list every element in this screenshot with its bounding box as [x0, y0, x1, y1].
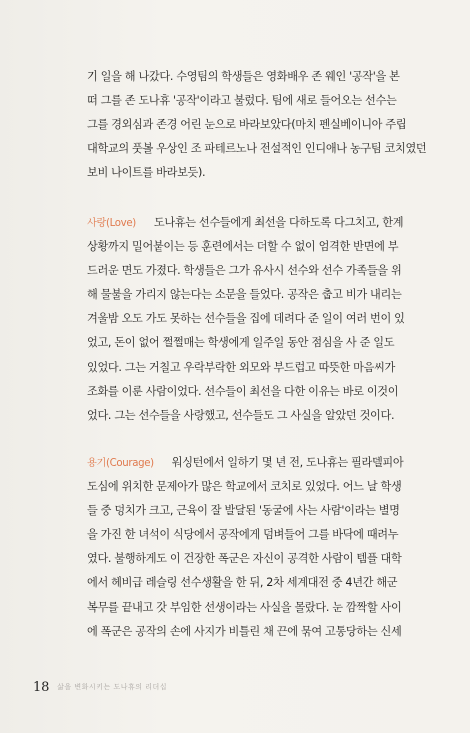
paragraph-love-line: 도나휴는 선수들에게 최선을 다하도록 다그치고, 한계 [153, 216, 404, 229]
paragraph-love-line: 었고, 돈이 없어 쩔쩔매는 학생에게 일주일 동안 점심을 사 준 일도 [87, 336, 395, 350]
paragraph-courage-line: 에서 헤비급 레슬링 선수생활을 한 뒤, 2차 세계대전 중 4년간 해군 [87, 576, 398, 590]
paragraph-courage-line: 을 가진 한 녀석이 식당에서 공작에게 덤벼들어 그를 바닥에 때려누 [87, 528, 399, 542]
paragraph-courage-line: 에 폭군은 공작의 손에 사지가 비틀린 채 끈에 묶여 고통당하는 신세 [87, 624, 402, 638]
paragraph-1-line: 떠 그를 존 도나휴 '공작'이라고 불렀다. 팀에 새로 들어오는 선수는 [87, 94, 397, 108]
paragraph-love-line: 겨울밤 오도 가도 못하는 선수들을 집에 데려다 준 일이 여러 번이 있 [87, 312, 405, 326]
paragraph-love-line: 해 물불을 가리지 않는다는 소문을 들었다. 공작은 춥고 비가 내리는 [87, 288, 402, 302]
paragraph-1-line: 그를 경외심과 존경 어린 눈으로 바라보았다(마치 펜실베이니아 주립 [87, 118, 407, 132]
section-label-love: 사랑(Love) [87, 218, 136, 229]
paragraph-love-line: 있었다. 그는 거칠고 우락부락한 외모와 부드럽고 따뜻한 마음씨가 [87, 360, 395, 374]
paragraph-courage-line: 도심에 위치한 문제아가 많은 학교에서 코치로 있었다. 어느 날 학생 [87, 480, 402, 494]
paragraph-love [87, 211, 405, 428]
paragraph-1 [87, 65, 427, 185]
running-title: 삶을 변화시키는 도나휴의 리더십 [57, 683, 167, 691]
paragraph-courage-line: 들 중 덩치가 크고, 근육이 잘 발달된 '동굴에 사는 사람'이라는 별명 [87, 504, 400, 518]
paragraph-love-line: 상황까지 밀어붙이는 등 훈련에서는 더할 수 없이 엄격한 반면에 부 [87, 240, 399, 254]
paragraph-courage-line: 워싱턴에서 일하기 몇 년 전, 도나휴는 필라델피아 [171, 456, 404, 469]
paragraph-love-line: 드러운 면도 가졌다. 학생들은 그가 유사시 선수와 선수 가족들을 위 [87, 264, 402, 278]
page-number: 18 [33, 679, 50, 695]
paragraph-1-line: 기 일을 해 나갔다. 수영팀의 학생들은 영화배우 존 웨인 '공작'을 본 [87, 70, 400, 83]
page-footer [33, 677, 293, 697]
paragraph-courage-first-line [87, 451, 404, 475]
section-label-courage: 용기(Courage) [87, 458, 154, 469]
paragraph-love-first-line [87, 211, 404, 235]
paragraph-love-line: 었다. 그는 선수들을 사랑했고, 선수들도 그 사실을 알았던 것이다. [87, 408, 395, 422]
paragraph-courage [87, 451, 404, 644]
paragraph-courage-line: 였다. 불행하게도 이 건장한 폭군은 자신이 공격한 사람이 템플 대학 [87, 552, 402, 566]
paragraph-1-line: 보비 나이트를 바라보듯). [87, 166, 206, 180]
paragraph-courage-line: 복무를 끝내고 갓 부임한 선생이라는 사실을 몰랐다. 눈 깜짝할 사이 [87, 600, 402, 614]
paragraph-1-line: 대학교의 풋볼 우상인 조 파테르노나 전설적인 인디애나 농구팀 코치였던 [87, 142, 427, 156]
paragraph-love-line: 조화를 이룬 사람이었다. 선수들이 최선을 다한 이유는 바로 이것이 [87, 384, 399, 398]
